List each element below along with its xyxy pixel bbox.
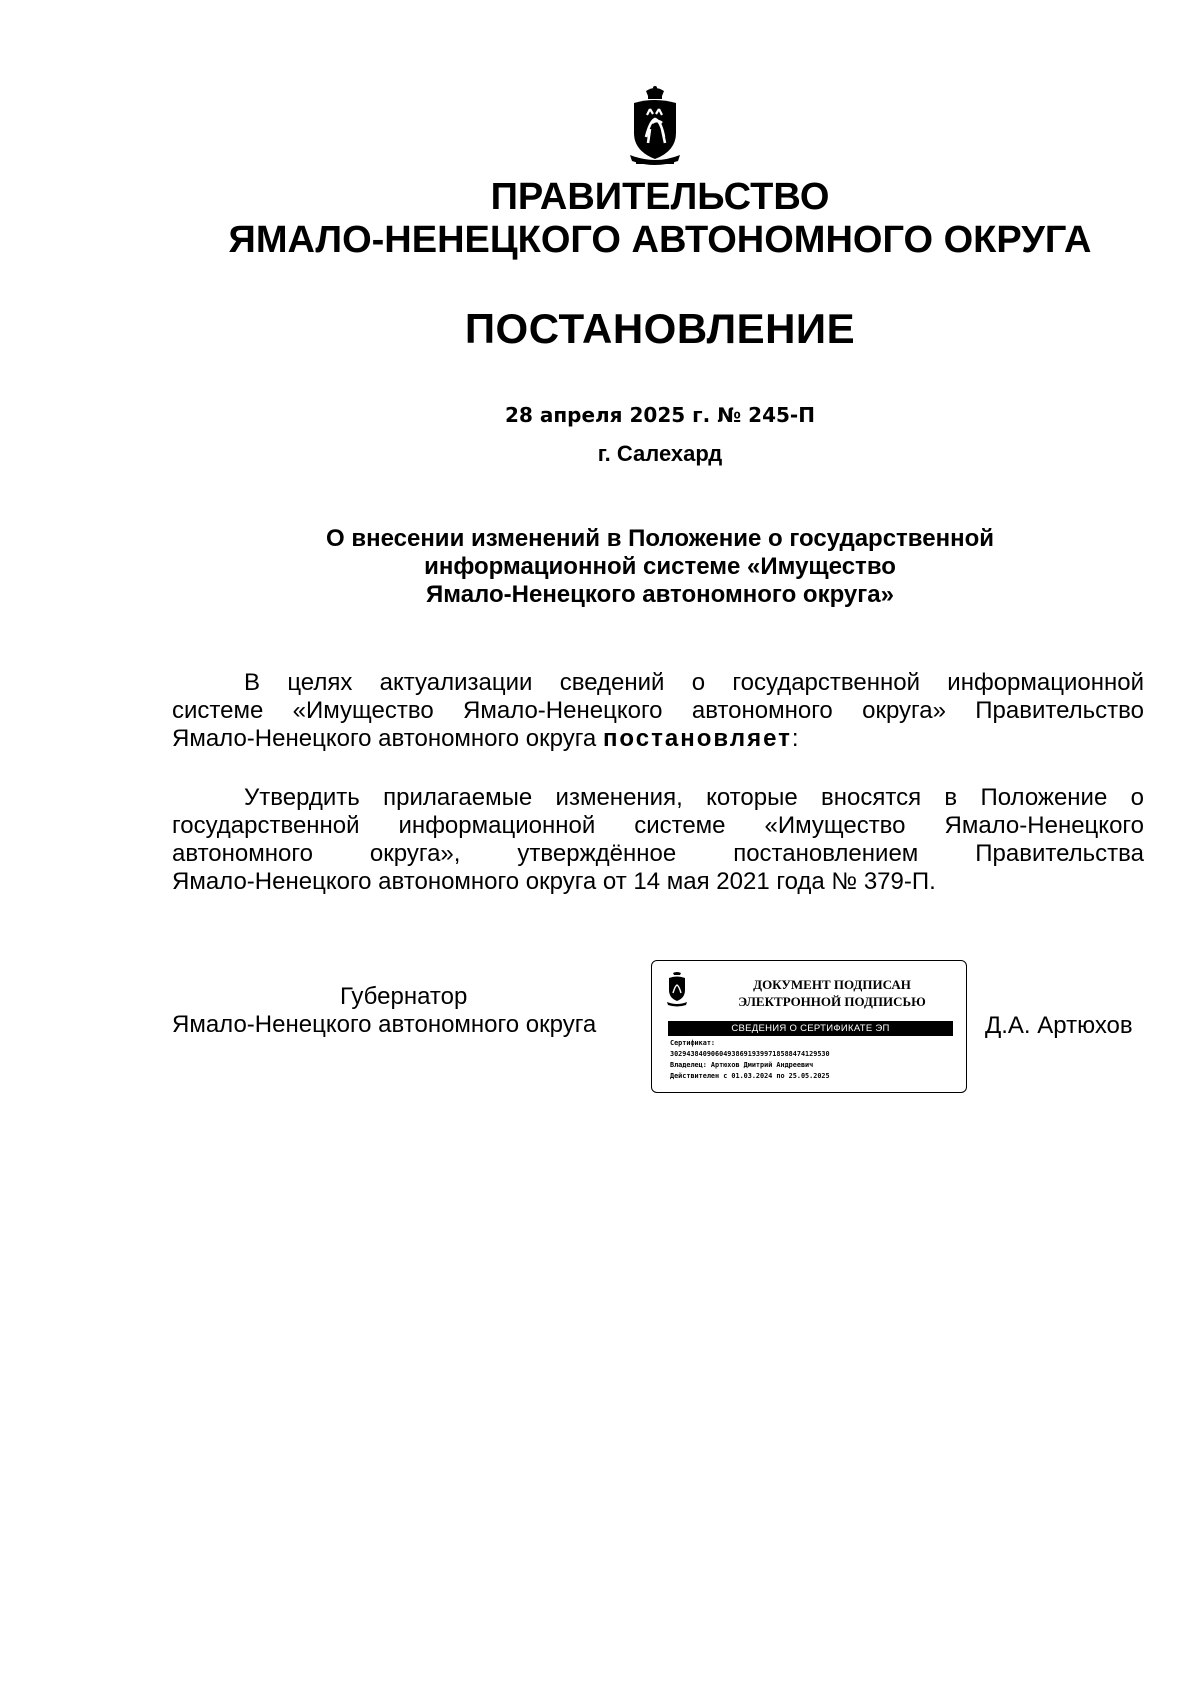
stamp-heading-line: ЭЛЕКТРОННОЙ ПОДПИСЬЮ xyxy=(738,994,926,1009)
organization-name-line1: ПРАВИТЕЛЬСТВО xyxy=(490,176,830,218)
subject-line: О внесении изменений в Положение о государственной xyxy=(326,525,994,552)
stamp-heading xyxy=(722,976,942,1010)
certificate-validity: Действителен с 01.03.2024 по 25.05.2025 xyxy=(670,1072,830,1080)
stamp-heading-line: ДОКУМЕНТ ПОДПИСАН xyxy=(753,977,911,992)
electronic-signature-stamp xyxy=(651,960,967,1093)
signatory-position xyxy=(172,983,596,1039)
paragraph-preamble xyxy=(172,669,1144,753)
document-city: г. Салехард xyxy=(597,441,723,466)
paragraph-text: : xyxy=(791,725,799,752)
paragraph-text: Ямало-Ненецкого автономного округа xyxy=(172,725,603,752)
coat-of-arms-icon xyxy=(626,85,684,171)
organization-name-line2: ЯМАЛО-НЕНЕЦКОГО АВТОНОМНОГО ОКРУГА xyxy=(228,219,1092,261)
paragraph-line: Ямало-Ненецкого автономного округа от 14 мая 2021 года № 379-П. xyxy=(172,868,936,895)
subject-line: информационной системе «Имущество xyxy=(424,553,896,580)
resolves-keyword: постановляет xyxy=(602,725,792,752)
signatory-title: Губернатор xyxy=(340,983,468,1010)
paragraph-line: В целях актуализации сведений о государственной информационной xyxy=(244,669,1144,696)
document-type-title: ПОСТАНОВЛЕНИЕ xyxy=(464,305,856,352)
paragraph-line: государственной информационной системе «Имущество Ямало-Ненецкого xyxy=(172,812,1144,839)
certificate-number: 302943840906049386919399718588474129530 xyxy=(670,1050,830,1058)
signatory-name: Д.А. Артюхов xyxy=(985,1012,1133,1039)
certificate-info-bar: СВЕДЕНИЯ О СЕРТИФИКАТЕ ЭП xyxy=(668,1021,953,1036)
certificate-owner: Владелец: Артюхов Дмитрий Андреевич xyxy=(670,1061,814,1069)
coat-of-arms-icon xyxy=(666,971,688,1007)
document-subject xyxy=(60,525,1200,609)
paragraph-line: системе «Имущество Ямало-Ненецкого автономного округа» Правительство xyxy=(172,697,1144,724)
certificate-details xyxy=(670,1038,830,1082)
document-date-number: 28 апреля 2025 г. № 245-П xyxy=(505,403,815,427)
paragraph-line xyxy=(172,725,1144,753)
paragraph-line: Утвердить прилагаемые изменения, которые вносятся в Положение о xyxy=(244,784,1144,811)
certificate-label: Сертификат: xyxy=(670,1039,716,1047)
signatory-region: Ямало-Ненецкого автономного округа xyxy=(172,1011,597,1038)
subject-line: Ямало-Ненецкого автономного округа» xyxy=(426,581,894,608)
paragraph-line: автономного округа», утверждённое постановлением Правительства xyxy=(172,840,1144,867)
paragraph-resolution xyxy=(172,784,1144,896)
